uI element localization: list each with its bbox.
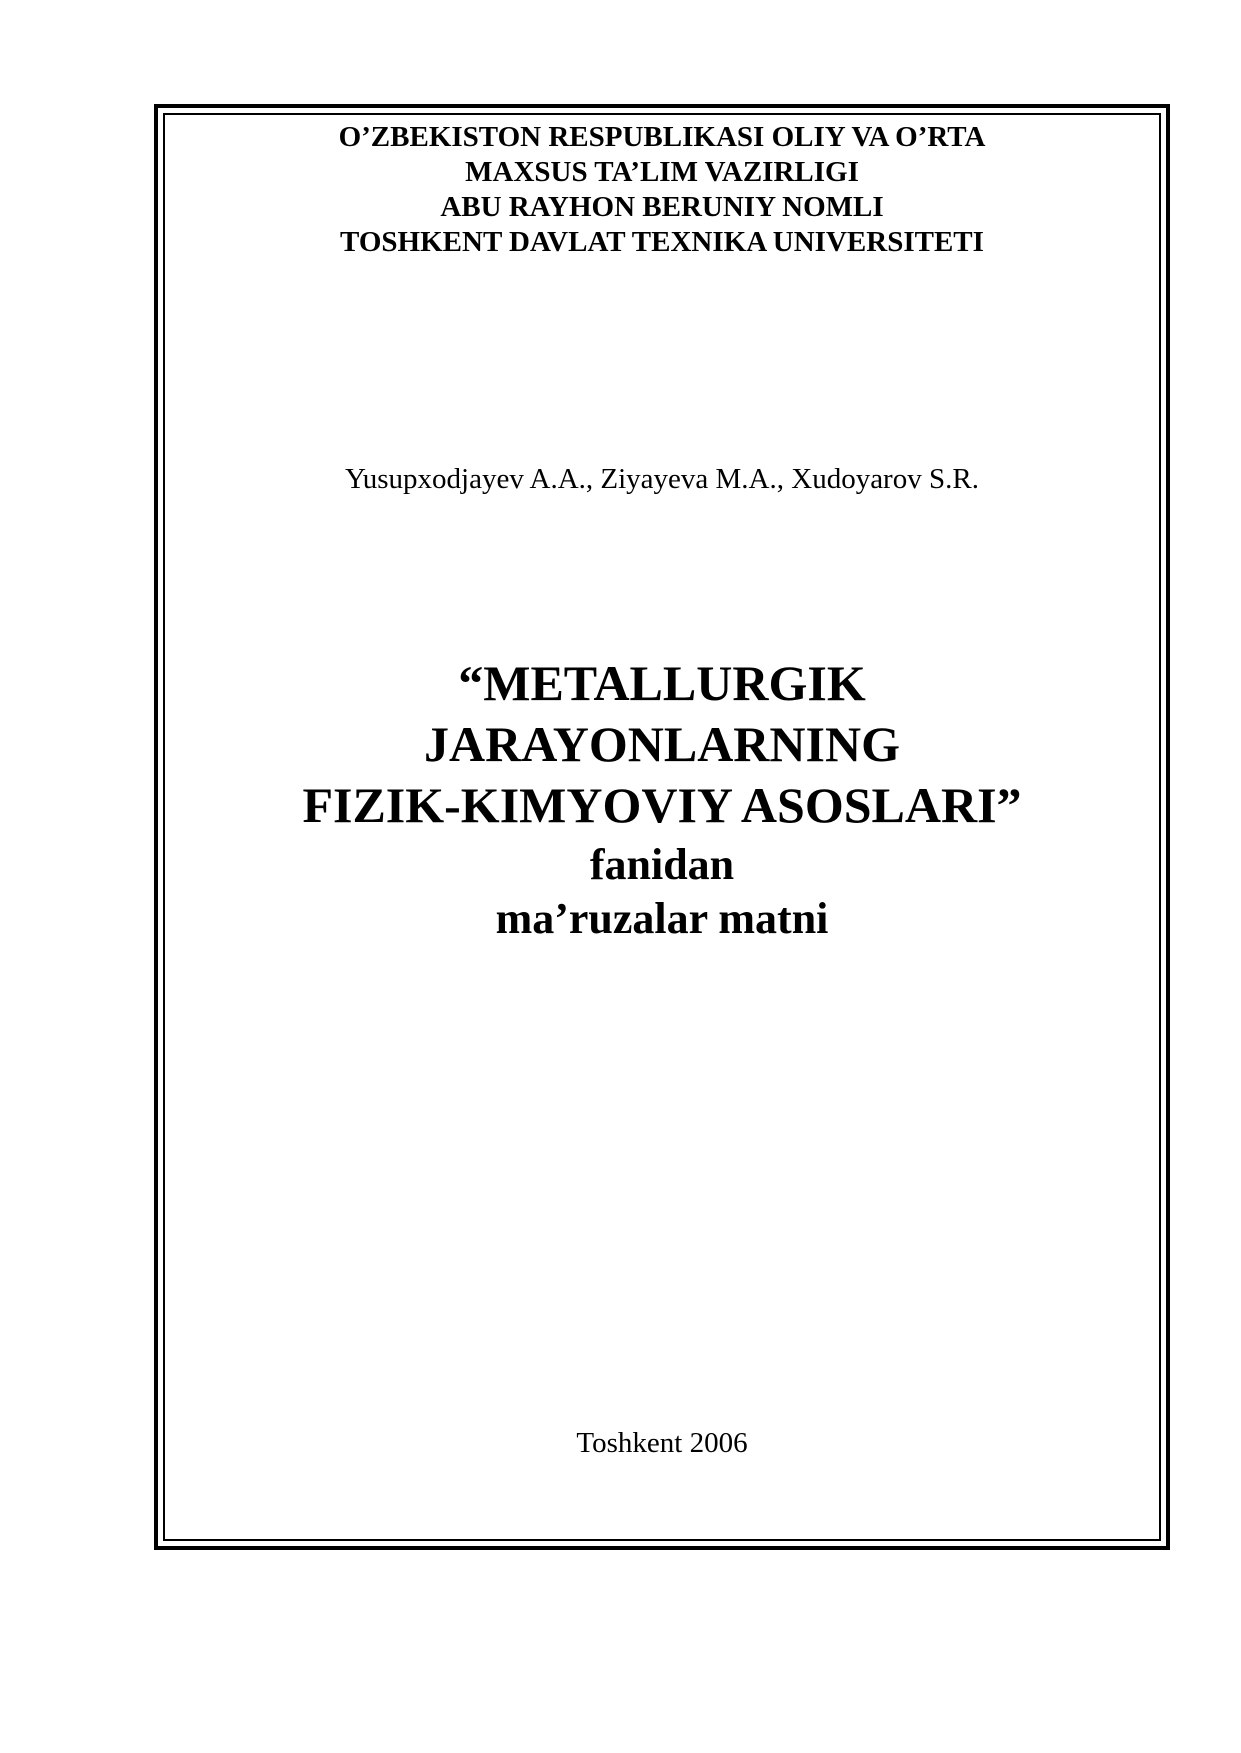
title-line: FIZIK-KIMYOVIY ASOSLARI” (302, 777, 1022, 833)
header-line: O’ZBEKISTON RESPUBLIKASI OLIY VA O’RTA (338, 121, 986, 153)
place-and-year: Toshkent 2006 (576, 1427, 748, 1459)
header-line: MAXSUS TA’LIM VAZIRLIGI (465, 156, 859, 188)
authors: Yusupxodjayev A.A., Ziyayeva M.A., Xudoyarov S.R. (345, 463, 979, 495)
title-line: JARAYONLARNING (424, 716, 900, 772)
header-line: TOSHKENT DAVLAT TEXNIKA UNIVERSITETI (340, 226, 984, 258)
subtitle-line: ma’ruzalar matni (495, 894, 829, 943)
institution-header (180, 120, 1144, 260)
document-title (180, 653, 1144, 836)
subtitle-line: fanidan (589, 840, 735, 889)
document-subtitle (180, 838, 1144, 946)
header-line: ABU RAYHON BERUNIY NOMLI (440, 191, 884, 223)
title-line: “METALLURGIK (458, 655, 866, 711)
